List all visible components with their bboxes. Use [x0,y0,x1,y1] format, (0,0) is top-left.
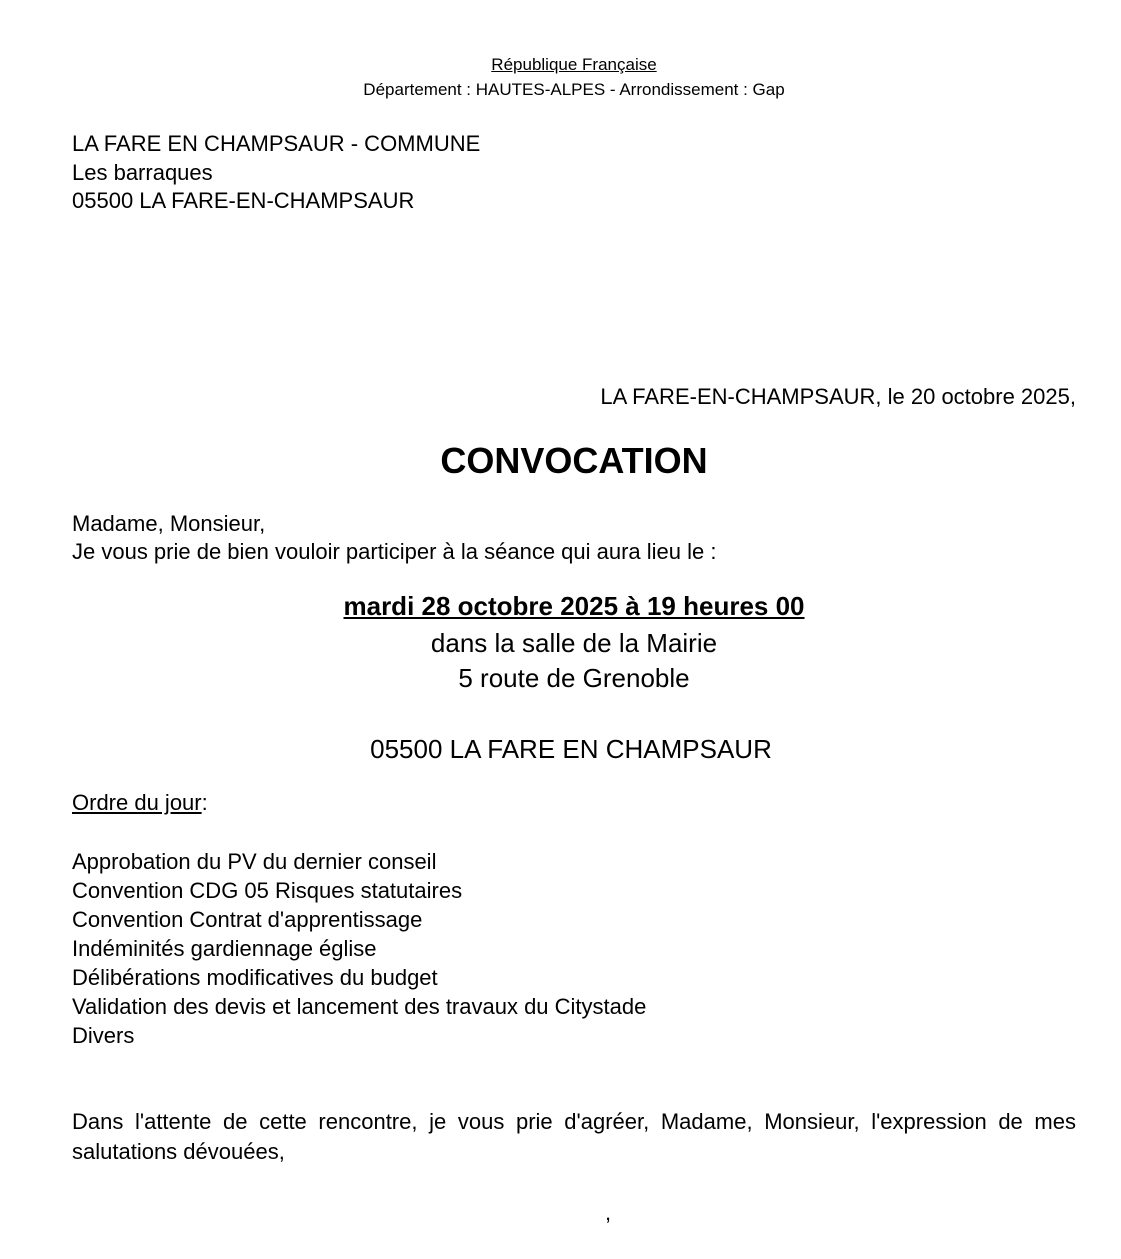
meeting-place: dans la salle de la Mairie [430,628,718,658]
agenda-item: Délibérations modificatives du budget [72,965,438,990]
sender-address: Les barraques [72,159,213,185]
date-line: LA FARE-EN-CHAMPSAUR, le 20 octobre 2025, [600,384,1076,409]
meeting-street: 5 route de Grenoble [458,663,690,693]
agenda-item: Validation des devis et lancement des travaux du Citystade [72,994,647,1019]
invitation-text: Je vous prie de bien vouloir participer à la séance qui aura lieu le : [72,539,717,564]
header-republic: République Française [491,55,657,74]
salutation: Madame, Monsieur, [72,511,266,536]
agenda-item: Convention Contrat d'apprentissage [72,907,423,932]
agenda-label-suffix: : [201,790,208,815]
sender-city: 05500 LA FARE-EN-CHAMPSAUR [72,188,415,213]
agenda-label: Ordre du jour [72,790,202,815]
agenda-item: Approbation du PV du dernier conseil [72,849,437,874]
header-department: Département : HAUTES-ALPES - Arrondissement : Gap [363,80,785,99]
agenda-list [72,847,646,1050]
agenda-item: Convention CDG 05 Risques statutaires [72,878,463,903]
sender-name: LA FARE EN CHAMPSAUR - COMMUNE [72,131,481,156]
document-title: CONVOCATION [440,440,708,481]
agenda-item: Divers [72,1023,135,1048]
meeting-city: 05500 LA FARE EN CHAMPSAUR [370,734,772,764]
agenda-item: Indéminités gardiennage église [72,936,377,961]
meeting-date-time: mardi 28 octobre 2025 à 19 heures 00 [343,591,805,621]
agenda-heading [72,790,208,816]
signature-comma: , [605,1200,612,1225]
closing-paragraph: Dans l'attente de cette rencontre, je vous prie d'agréer, Madame, Monsieur, l'expression de mes salutations dévouées, [72,1109,1076,1164]
